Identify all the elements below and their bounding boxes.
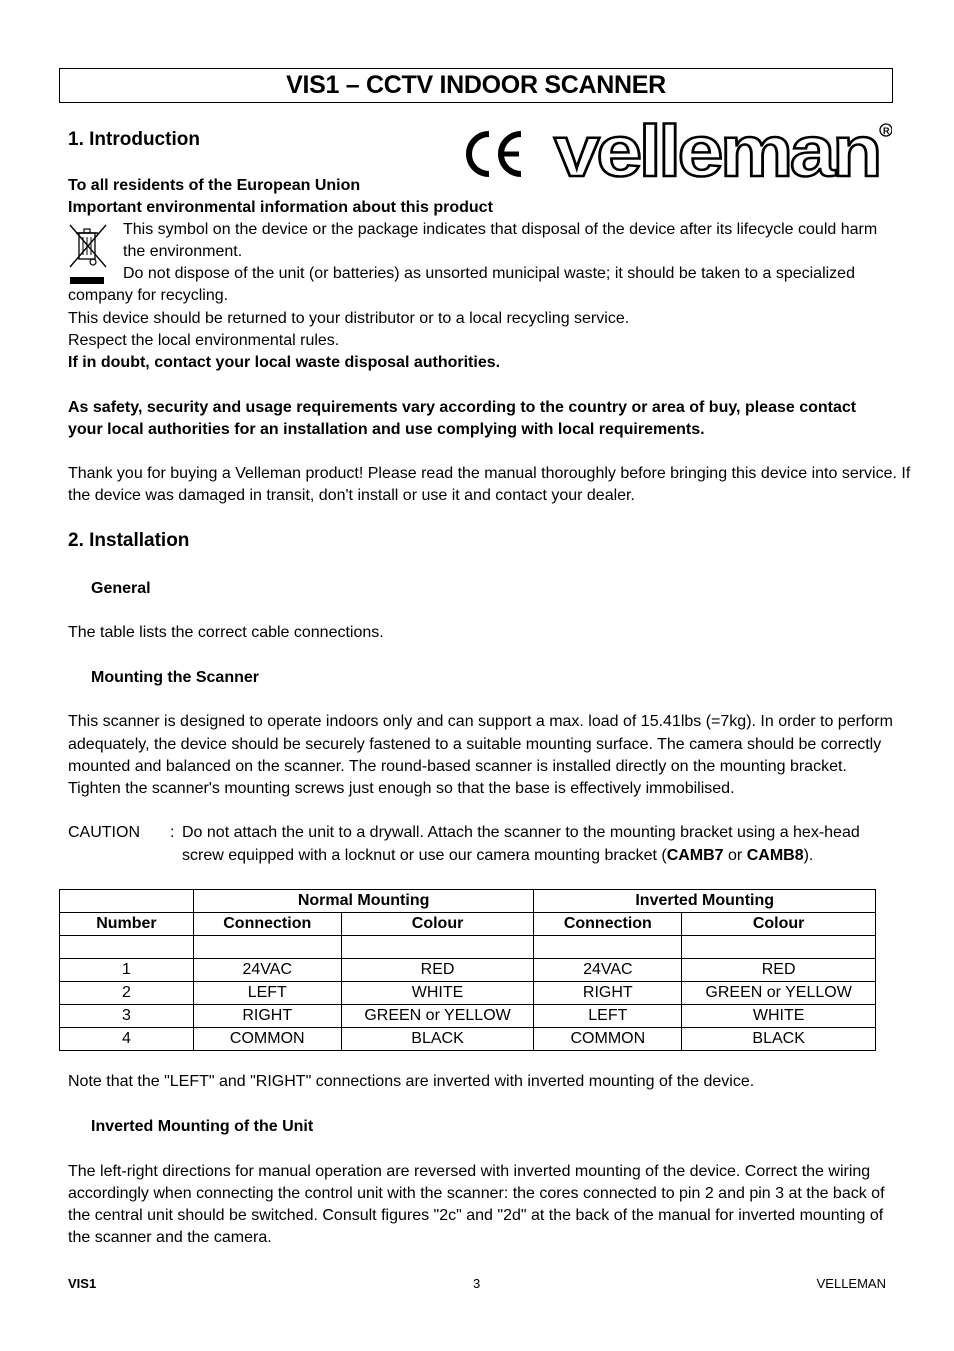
table-cell: GREEN or YELLOW xyxy=(682,982,876,1005)
mounting-text-3: mounted and balanced on the scanner. The round-based scanner is installed directly on the mounting bracket. xyxy=(68,758,847,775)
velleman-logo xyxy=(552,120,892,182)
caution-label: CAUTION xyxy=(68,824,140,841)
table-cell: WHITE xyxy=(682,1005,876,1028)
inverted-text-2: accordingly when connecting the control unit with the scanner: the cores connected to pin 2 and pin 3 at the back of xyxy=(68,1185,885,1202)
table-cell: RIGHT xyxy=(534,982,682,1005)
table-row xyxy=(60,1028,876,1051)
table-cell: LEFT xyxy=(193,982,341,1005)
eu-line: To all residents of the European Union xyxy=(68,177,361,194)
table-cell: LEFT xyxy=(534,1005,682,1028)
table-cell: COMMON xyxy=(534,1028,682,1051)
normal-connection-header: Connection xyxy=(193,913,341,936)
table-cell: WHITE xyxy=(341,982,534,1005)
symbol-text-2: the environment. xyxy=(123,243,243,260)
install-heading: 2. Installation xyxy=(68,530,190,551)
table-cell: 24VAC xyxy=(534,959,682,982)
page-title: VIS1 – CCTV INDOOR SCANNER xyxy=(59,68,893,103)
thanks-text-2: the device was damaged in transit, don't install or use it and contact your dealer. xyxy=(68,487,635,504)
mounting-text-4: Tighten the scanner's mounting screws just enough so that the base is effectively immobilised. xyxy=(68,780,735,797)
inverted-text-4: the scanner and the camera. xyxy=(68,1229,272,1246)
dispose-text-2: company for recycling. xyxy=(68,287,229,304)
camb7-product: CAMB7 xyxy=(666,847,724,864)
caution-end: ). xyxy=(803,847,814,864)
table-row xyxy=(60,1005,876,1028)
table-empty-header xyxy=(60,890,194,913)
caution-text-1: Do not attach the unit to a drywall. Attach the scanner to the mounting bracket using a hex-head xyxy=(182,824,860,841)
table-row xyxy=(60,959,876,982)
svg-text:R: R xyxy=(883,126,890,136)
inverted-connection-header: Connection xyxy=(534,913,682,936)
inverted-mounting-header: Inverted Mounting xyxy=(534,890,876,913)
table-cell: 2 xyxy=(60,982,194,1005)
table-cell: RED xyxy=(341,959,534,982)
table-cell: RIGHT xyxy=(193,1005,341,1028)
footer-brand: VELLEMAN xyxy=(816,1276,886,1291)
inverted-colour-header: Colour xyxy=(682,913,876,936)
page-number: 3 xyxy=(473,1276,481,1291)
inverted-heading: Inverted Mounting of the Unit xyxy=(91,1118,314,1135)
thanks-text-1: Thank you for buying a Velleman product! Please read the manual thoroughly before bringing this device into service. If xyxy=(68,465,911,482)
weee-bin-icon xyxy=(66,221,110,287)
table-cell: BLACK xyxy=(341,1028,534,1051)
general-heading: General xyxy=(91,580,151,597)
symbol-text-1: This symbol on the device or the package indicates that disposal of the device after its lifecycle could harm xyxy=(123,221,878,238)
normal-mounting-header: Normal Mounting xyxy=(193,890,534,913)
inverted-text-3: the central unit should be switched. Consult figures "2c" and "2d" at the back of the manual for inverted mounting of xyxy=(68,1207,884,1224)
table-cell: COMMON xyxy=(193,1028,341,1051)
caution-text-2 xyxy=(182,845,813,867)
svg-text:velleman: velleman xyxy=(554,120,879,182)
safety-text-1: As safety, security and usage requirements vary according to the country or area of buy, please contact xyxy=(68,399,857,416)
table-cell: 4 xyxy=(60,1028,194,1051)
table-cell: GREEN or YELLOW xyxy=(341,1005,534,1028)
doubt-text: If in doubt, contact your local waste disposal authorities. xyxy=(68,354,501,371)
respect-text: Respect the local environmental rules. xyxy=(68,332,340,349)
inverted-text-1: The left-right directions for manual operation are reversed with inverted mounting of the device. Correct the wiring xyxy=(68,1163,871,1180)
caution-colon: : xyxy=(170,824,175,841)
intro-heading: 1. Introduction xyxy=(68,129,200,150)
table-group-header-row xyxy=(60,890,876,913)
normal-colour-header: Colour xyxy=(341,913,534,936)
table-column-header-row xyxy=(60,913,876,936)
table-cell: 24VAC xyxy=(193,959,341,982)
dispose-text-1: Do not dispose of the unit (or batteries) as unsorted municipal waste; it should be taken to a specialized xyxy=(123,265,855,282)
table-row xyxy=(60,982,876,1005)
table-cell: 3 xyxy=(60,1005,194,1028)
mounting-text-2: adequately, the device should be securely fastened to a suitable mounting surface. The camera should be correctly xyxy=(68,736,882,753)
footer-model: VIS1 xyxy=(68,1276,97,1291)
general-text: The table lists the correct cable connections. xyxy=(68,624,384,641)
mounting-heading: Mounting the Scanner xyxy=(91,669,259,686)
inverted-note: Note that the "LEFT" and "RIGHT" connections are inverted with inverted mounting of the device. xyxy=(68,1073,755,1090)
table-cell: RED xyxy=(682,959,876,982)
ce-mark-logo xyxy=(459,129,529,179)
return-text: This device should be returned to your distributor or to a local recycling service. xyxy=(68,310,630,327)
number-column-header: Number xyxy=(60,913,194,936)
caution-text-2-start: screw equipped with a locknut or use our camera mounting bracket ( xyxy=(182,847,667,864)
caution-or: or xyxy=(723,847,747,864)
table-blank-row xyxy=(60,936,876,959)
camb8-product: CAMB8 xyxy=(746,847,804,864)
table-cell: BLACK xyxy=(682,1028,876,1051)
mounting-text-1: This scanner is designed to operate indoors only and can support a max. load of 15.41lbs (=7kg). In order to perform xyxy=(68,713,893,730)
env-line: Important environmental information about this product xyxy=(68,199,493,216)
connection-table xyxy=(59,889,876,1051)
table-cell: 1 xyxy=(60,959,194,982)
safety-text-2: your local authorities for an installation and use complying with local requirements. xyxy=(68,421,705,438)
